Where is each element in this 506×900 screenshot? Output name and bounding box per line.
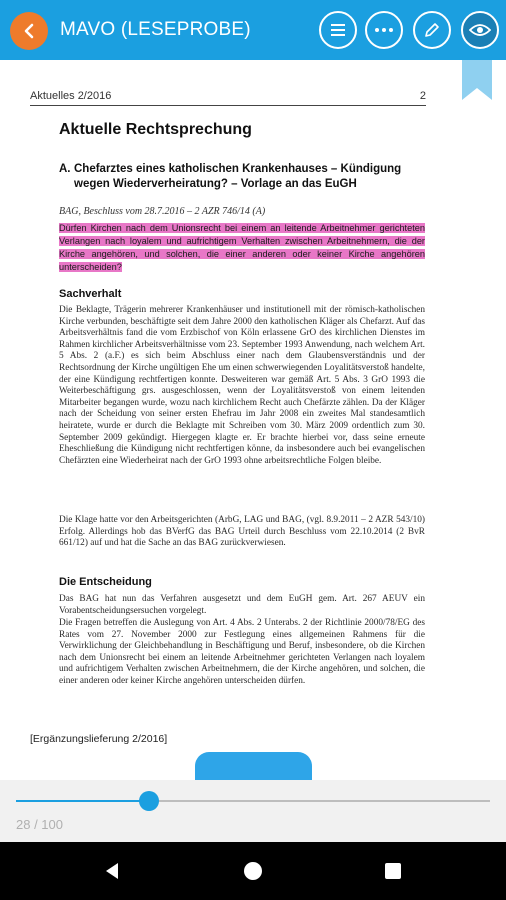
system-nav-bar [0,842,506,900]
slider-track-fill [16,800,149,802]
section-label: A. [59,163,71,175]
annotate-button[interactable] [413,11,451,49]
menu-icon [329,22,347,38]
page-title: Aktuelle Rechtsprechung [59,121,252,138]
section-heading [59,162,429,192]
more-button[interactable] [365,11,403,49]
entscheidung-paragraph-2: Die Fragen betreffen die Auslegung von Art. 4 Abs. 2 Unterabs. 2 der Richtlinie 2000/78/EG des Rates vom 27. November 2000 zur Festlegung eines allgemeinen Rahmens für die Verwirklichung der Gleichbehandlung in Beschäftigung und Beruf, insbesondere, ob die Kirchen nach dem Unionsrecht bei einem an leitende Arbeitnehmer gerichteten Verlangen nach loyalem und aufrichtigem Verhalten zwischen Arbeitnehmern, die der Kirche angehören, und solchen, die einer anderen oder keiner Kirche angehören unterscheiden dürfen. [59,618,425,686]
app-title: MAVO (LESEPROBE) [60,19,251,40]
entscheidung-paragraph-1: Das BAG hat nun das Verfahren ausgesetzt und dem EuGH gem. Art. 267 AEUV ein Vorabentscheidungsersuchen vorgelegt. [59,594,425,616]
running-head-text: Aktuelles 2/2016 [30,90,112,102]
nav-back-triangle-icon[interactable] [104,862,120,880]
toc-button[interactable] [319,11,357,49]
back-button[interactable] [10,12,48,50]
slider-thumb[interactable] [139,791,159,811]
page-footer: [Ergänzungslieferung 2/2016] [30,733,168,745]
nav-recent-square-icon[interactable] [385,863,401,879]
entscheidung-heading: Die Entscheidung [59,576,152,588]
highlighted-leitsatz[interactable] [59,222,425,274]
sachverhalt-paragraph-2: Die Klage hatte vor den Arbeitsgerichten (ArbG, LAG und BAG, (vgl. 8.9.2011 – 2 AZR 543/10) Erfolg. Allerdings hob das BVerfG das BAG Urteil durch Beschluss vom 22.10.2014 (2 BvR 661/12) auf und hat die Sache an das BAG zurückverwiesen. [59,515,425,549]
section-title: Chefarztes eines katholischen Krankenhauses – Kündigung wegen Wiederverheiratung? – Vorlage an das EuGH [74,163,402,190]
page-counter: 28 / 100 [16,817,63,832]
pencil-icon [423,21,441,39]
more-horizontal-icon [374,27,394,33]
sachverhalt-paragraph-1: Die Beklagte, Trägerin mehrerer Krankenhäuser und institutionell mit der römisch-katholischen Kirche verbunden, beschäftigte seit dem Jahre 2000 den katholischen Kläger als Chefarzt. Auf das Arbeitsverhältnis fand die vom Erzbischof von Köln erlassene GrO des kirchlichen Dienstes im Rahmen kirchlicher Arbeitsverhältnisse vom 23. September 1993 Anwendung, nach welchem Art. 5 Abs. 2 (a.F.) es sich beim Abschluss einer nach dem Glaubensverständnis und der Rechtsordnung der Kirche ungültigen Ehe um einen schwerwiegenden Loyalitätsverstoß handelte, der eine Kündigung rechtfertigen konnte. Desweiteren war gemäß Art. 5 Abs. 3 GrO 1993 die Weiterbeschäftigung grs. ausgeschlossen, wenn der Loyalitätsverstoß von einem leitenden Mitarbeiter begangen wurde, wozu nach kirchlichem Recht auch Chefärzte zählen. Da der Kläger nach der Scheidung von seiner ersten Ehefrau im Jahr 2008 ein zweites Mal standesamtlich heiratete, wurde er durch die Beklagte mit Schreiben vom 30. März 2009 ordentlich zum 30. September 2009 gekündigt. Hiergegen klagte er. Er brachte hierbei vor, dass seine erneute Eheschließung die Kündigung nicht rechtfertigen könne, da insbesondere auch bei evangelischen Chefärzten eine Wiederheirat nach der GrO 1993 ohne arbeitsrechtliche Folgen bleibe. [59,305,425,466]
nav-home-circle-icon[interactable] [244,862,262,880]
page-slider-bar [0,780,506,842]
sachverhalt-heading: Sachverhalt [59,288,122,300]
eye-icon [469,23,491,37]
page-number: 2 [419,90,426,102]
app-bar [0,0,506,60]
running-head [30,90,426,106]
highlight-text[interactable]: Dürfen Kirchen nach dem Unionsrecht bei einem an leitende Arbeitnehmer gerichteten Verlangen nach loyalem und aufrichtigem Verhalten zwischen Arbeitnehmern, die der Kirche angehören, und solchen, die einer anderen oder keiner Kirche angehören unterscheiden? [59,223,425,272]
chevron-left-icon [21,23,37,39]
view-button[interactable] [461,11,499,49]
citation: BAG, Beschluss vom 28.7.2016 – 2 AZR 746/14 (A) [59,206,266,217]
document-page[interactable] [0,60,506,780]
